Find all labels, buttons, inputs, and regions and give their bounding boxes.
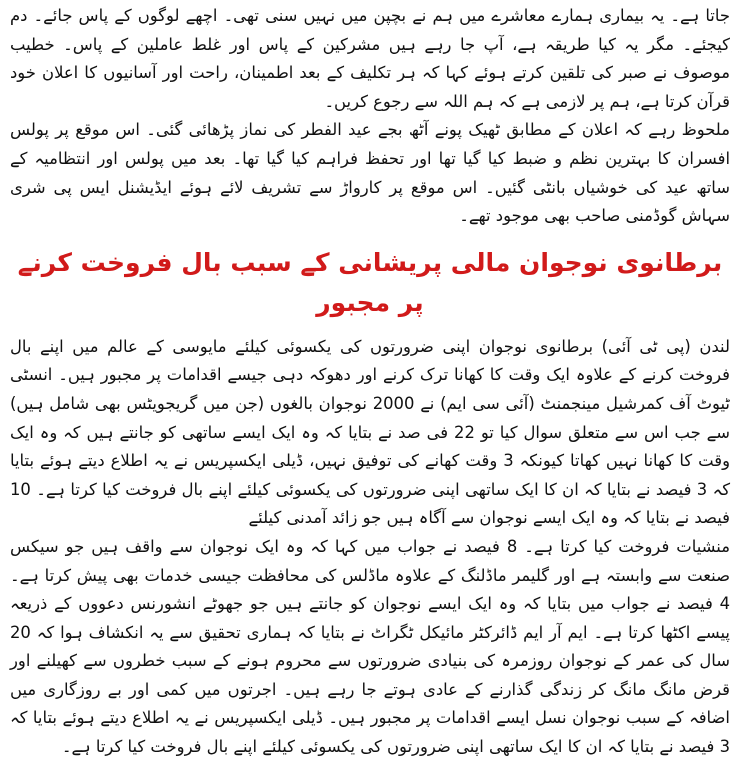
article-headline: برطانوی نوجوان مالی پریشانی کے سبب بال فروخت کرنے پر مجبور bbox=[17, 247, 723, 317]
body-paragraph-2: منشیات فروخت کیا کرتا ہے۔ 8 فیصد نے جواب میں کہا کہ وہ ایک نوجوان سے واقف ہیں جو سیکس صنعت سے وابستہ ہے اور گلیمر ماڈلنگ کے علاوہ ماڈلس کی محافظت جیسی خدمات بھی پیش کرتا ہے۔ 4 فیصد نے جواب میں بتایا کہ وہ ایک ایسے نوجوان کو جانتے ہیں جو جھوٹے انشورنس دعووں کے ذریعہ پیسے اکٹھا کرتا ہے۔ ایم آر ایم ڈائرکٹر مائیکل ٹگراٹ نے بتایا کہ ہماری تحقیق سے یہ انکشاف ہوا کہ 20 سال کی عمر کے نوجوان روزمرہ کی بنیادی ضرورتوں سے محروم ہونے کے سبب خطروں سے کھیلنے اور قرض مانگ مانگ کر زندگی گذارنے کے عادی ہوتے جا رہے ہیں۔ اجرتوں میں کمی اور بے روزگاری میں اضافہ کے سبب نوجوان نسل ایسے اقدامات پر مجبور ہیں۔ ڈیلی ایکسپریس نے یہ اطلاع دیتے ہوئے بتایا کہ 3 فیصد نے بتایا کہ ان کا ایک ساتھی اپنی ضرورتوں کی یکسوئی کیلئے اپنے بال فروخت کیا کرتا ہے۔ bbox=[10, 536, 731, 757]
intro-paragraph-2: ملحوظ رہے کہ اعلان کے مطابق ٹھیک پونے آٹھ بجے عید الفطر کی نماز پڑھائی گئی۔ اس موقع پر پولس افسران کا بہترین نظم و ضبط کیا گیا تھا اور تحفظ فراہم کیا گیا تھا۔ بعد میں پولس اور انتظامیہ کے ساتھ عید کی خوشیاں بانٹی گئیں۔ اس موقع پر کارواڑ سے تشریف لائے ہوئے ایڈیشنل ایس پی شری سہاش گوڈمنی صاحب بھی موجود تھے۔ bbox=[10, 120, 730, 226]
intro-paragraph-1: جاتا ہے۔ یہ بیماری ہمارے معاشرے میں ہم نے بچپن میں نہیں سنی تھی۔ اچھے لوگوں کے پاس جائے۔ دم کیجئے۔ مگر یہ کیا طریقہ ہے، آپ جا رہے ہیں مشرکین کے پاس اور غلط عاملین کے پاس۔ خطیب موصوف نے صبر کی تلقین کرتے ہوئے کہا کہ ہر تکلیف کے بعد اطمینان، راحت اور آسانیوں کا اعلان خود قرآن کرتا ہے، ہم پر لازمی ہے کہ ہم اللہ سے رجوع کریں۔ bbox=[10, 6, 730, 111]
body-paragraph-1: لندن (پی ٹی آئی) برطانوی نوجوان اپنی ضرورتوں کی یکسوئی کیلئے مایوسی کے عالم میں اپنے بال فروخت کرنے کے علاوہ ایک وقت کا کھانا ترک کرنے اور دھوکہ دہی جیسے اقدامات پر مجبور ہیں۔ انسٹی ٹیوٹ آف کمرشیل مینجمنٹ (آئی سی ایم) نے 2000 نوجوان بالغوں (جن میں گریجویٹس بھی شامل ہیں) سے جب اس سے متعلق سوال کیا تو 22 فی صد نے بتایا کہ وہ ایک ایسے ساتھی کو جانتے ہیں کہ وہ ایک وقت کا کھانا نہیں کھاتا کیونکہ 3 وقت کھانے کی توفیق نہیں، ڈیلی ایکسپریس نے یہ اطلاع دیتے ہوئے بتایا کہ 3 فیصد نے بتایا کہ ان کا ایک ساتھی اپنی ضرورتوں کی یکسوئی کیلئے اپنے بال فروخت کیا کرتا ہے۔ 10 فیصد نے بتایا کہ وہ ایک ایسے نوجوان سے آگاہ ہیں جو زائد آمدنی کیلئے bbox=[10, 336, 731, 528]
